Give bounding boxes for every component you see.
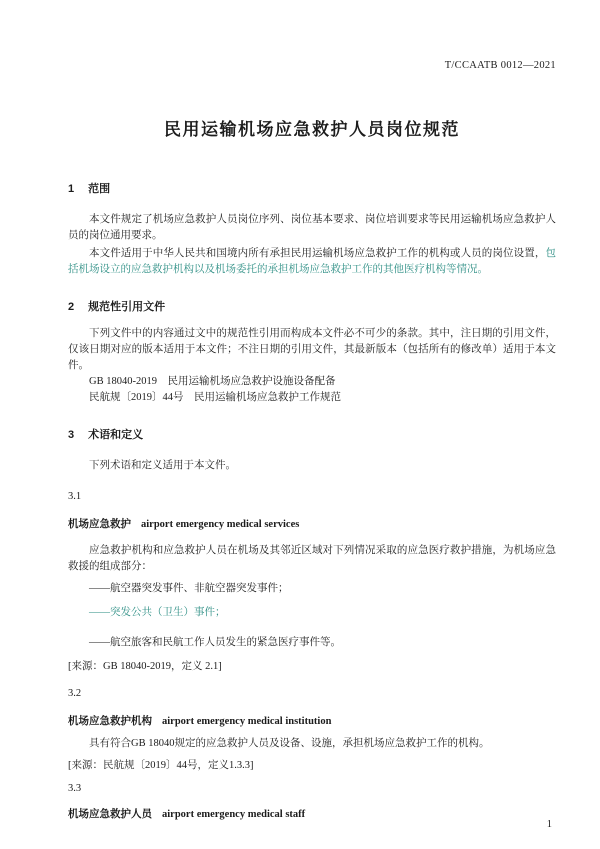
- term-zh-3-2: 机场应急救护机构: [68, 715, 152, 727]
- section-2-title: 规范性引用文件: [88, 301, 166, 313]
- clause-number-3-3: 3.3: [68, 783, 82, 794]
- term-line-3-3: [68, 806, 556, 823]
- dash-item-1: ——航空器突发事件、非航空器突发事件；: [89, 583, 289, 594]
- clause-number-3-2: 3.2: [68, 688, 82, 699]
- clause-number-3-1: 3.1: [68, 491, 82, 502]
- term-en-3-3: airport emergency medical staff: [162, 809, 306, 820]
- section-2-heading: [68, 300, 556, 314]
- scope-paragraph-1: 本文件规定了机场应急救护人员岗位序列、岗位基本要求、岗位培训要求等民用运输机场应急救护人员的岗位通用要求。: [68, 214, 556, 241]
- section-3-title: 术语和定义: [88, 429, 144, 441]
- reference-entry-2: 民航规〔2019〕44号 民用运输机场应急救护工作规范: [89, 392, 341, 403]
- doc-reference: T/CCAATB 0012—2021: [444, 60, 556, 71]
- section-3-number: 3: [68, 429, 75, 441]
- page-number: 1: [546, 819, 552, 830]
- terms-intro-paragraph: 下列术语和定义适用于本文件。: [89, 460, 236, 471]
- section-2-number: 2: [68, 301, 75, 313]
- scope-paragraph-2-part1: 本文件适用于中华人民共和国境内所有承担民用运输机场应急救护工作的机构或人员的岗位设置，: [89, 248, 546, 259]
- section-1-title: 范围: [88, 183, 111, 195]
- dash-item-2: ——突发公共（卫生）事件；: [89, 607, 226, 618]
- term-zh-3-3: 机场应急救护人员: [68, 808, 152, 820]
- source-note-3-1: [来源：GB 18040-2019，定义 2.1]: [68, 661, 222, 672]
- section-3-heading: [68, 428, 556, 442]
- normative-references-paragraph: 下列文件中的内容通过文中的规范性引用而构成本文件必不可少的条款。其中，注日期的引用文件，仅该日期对应的版本适用于本文件；不注日期的引用文件，其最新版本（包括所有的修改单）适用于本文件。: [68, 328, 556, 371]
- document-title: 民用运输机场应急救护人员岗位规范: [164, 120, 460, 139]
- source-note-3-2: [来源：民航规〔2019〕44号，定义1.3.3]: [68, 760, 254, 771]
- section-1-number: 1: [68, 183, 75, 195]
- dash-item-3: ——航空旅客和民航工作人员发生的紧急医疗事件等。: [89, 637, 341, 648]
- term-en-3-2: airport emergency medical institution: [162, 716, 332, 727]
- term-zh-3-1: 机场应急救护: [68, 518, 131, 530]
- reference-entry-1: GB 18040-2019 民用运输机场应急救护设施设备配备: [89, 376, 336, 387]
- scope-paragraph-2-part2: 包括机场设立的应急救护机构以及机场委托的承担机场应急救护工作的其他医疗机构等情况。: [68, 248, 556, 275]
- definition-3-2: 具有符合GB 18040规定的应急救护人员及设备、设施，承担机场应急救护工作的机构。: [89, 738, 490, 749]
- term-en-3-1: airport emergency medical services: [141, 519, 300, 530]
- term-line-3-1: [68, 516, 556, 533]
- term-line-3-2: [68, 713, 556, 730]
- definition-3-1: 应急救护机构和应急救护人员在机场及其邻近区域对下列情况采取的应急医疗救护措施，为机场应急救援的组成部分：: [68, 545, 556, 572]
- scope-paragraph-2: [68, 246, 556, 278]
- section-1-heading: [68, 182, 556, 196]
